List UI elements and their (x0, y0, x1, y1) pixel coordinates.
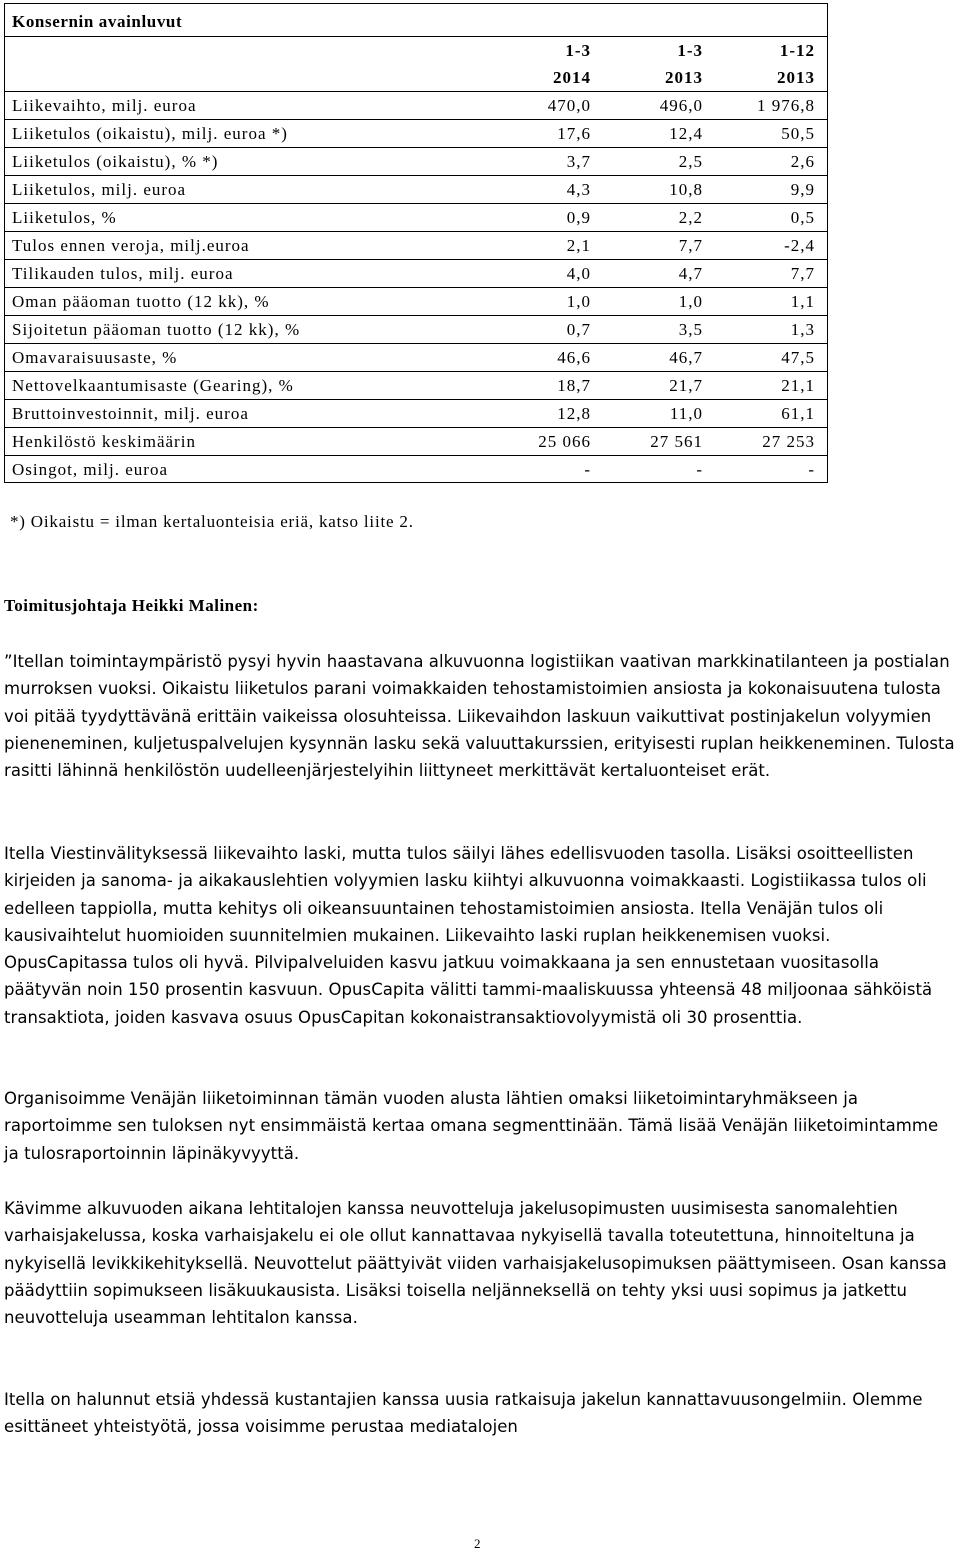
table-row (5, 147, 827, 175)
row-value-fy-2013: 9,9 (790, 180, 815, 199)
row-value-q1-2013: 7,7 (678, 236, 703, 255)
row-label: Liiketulos (oikaistu), % *) (12, 152, 219, 171)
row-value-q1-2014: 1,0 (566, 292, 591, 311)
row-value-q1-2014: 18,7 (557, 376, 591, 395)
table-row (5, 371, 827, 399)
row-value-q1-2014: 470,0 (547, 96, 591, 115)
row-value-q1-2014: 46,6 (557, 348, 591, 367)
table-row (5, 175, 827, 203)
row-label: Liiketulos, milj. euroa (12, 180, 187, 199)
table-row (5, 231, 827, 259)
table-row (5, 259, 827, 287)
row-value-q1-2013: 11,0 (669, 404, 703, 423)
row-value-q1-2014: 0,9 (566, 208, 591, 227)
row-value-fy-2013: 7,7 (790, 264, 815, 283)
row-value-q1-2013: 1,0 (678, 292, 703, 311)
row-label: Osingot, milj. euroa (12, 460, 168, 479)
table-row (5, 119, 827, 147)
key-figures-table (4, 3, 828, 483)
row-value-q1-2013: 3,5 (678, 320, 703, 339)
row-value-q1-2013: 2,2 (678, 208, 703, 227)
header-row-periods (5, 37, 827, 65)
row-value-q1-2014: 3,7 (566, 152, 591, 171)
paragraph-early-delivery: Kävimme alkuvuoden aikana lehtitalojen kanssa neuvotteluja jakelusopimusten uusimisesta sanomalehtien varhaisjakelussa, koska varhaisjakelu ei ole ollut kannattavaa nykyisellä tavalla toteutettuna, hinnoiteltuna ja nykyisellä levikkikehityksellä. Neuvottelut päättyivät viiden varhaisjakelusopimuksen päättymiseen. Osan kanssa päädyttiin sopimukseen lisäkuukausista. Lisäksi toisella neljänneksellä on tehty yksi uusi sopimus ja jatkettu neuvotteluja useamman lehtitalon kanssa. (4, 1199, 947, 1328)
row-value-fy-2013: 1,1 (790, 292, 815, 311)
table-row (5, 287, 827, 315)
row-value-q1-2014: - (584, 460, 591, 479)
ceo-review-heading: Toimitusjohtaja Heikki Malinen: (4, 596, 259, 615)
header-year-3: 2013 (777, 68, 815, 87)
table-row (5, 427, 827, 455)
paragraph-ceo-quote: ”Itellan toimintaympäristö pysyi hyvin haastavana alkuvuonna logistiikan vaativan markkinatilanteen ja postialan murroksen vuoksi. Oikaistu liiketulos parani voimakkaiden tehostamistoimien ansiosta ja kokonaisuutena tulosta voi pitää tyydyttävänä erittäin vaikeissa olosuhteissa. Liikevaihdon laskuun vaikuttivat postinjakelun volyymien pieneneminen, kuljetuspalvelujen kysynnän lasku sekä valuuttakurssien, erityisesti ruplan heikkeneminen. Tulosta rasitti lähinnä henkilöstön uudelleenjärjestelyihin liittyneet merkittävät kertaluonteiset erät. (4, 652, 955, 781)
row-label: Omavaraisuusaste, % (12, 348, 178, 367)
row-value-fy-2013: 0,5 (790, 208, 815, 227)
row-value-q1-2014: 4,0 (566, 264, 591, 283)
row-label: Tilikauden tulos, milj. euroa (12, 264, 234, 283)
row-label: Sijoitetun pääoman tuotto (12 kk), % (12, 320, 301, 339)
table-row (5, 399, 827, 427)
header-period-1: 1-3 (565, 41, 591, 60)
row-value-q1-2013: - (696, 460, 703, 479)
row-value-fy-2013: 47,5 (781, 348, 815, 367)
row-value-q1-2013: 46,7 (669, 348, 703, 367)
header-period-2: 1-3 (677, 41, 703, 60)
row-label: Liiketulos, % (12, 208, 117, 227)
row-value-fy-2013: 1,3 (790, 320, 815, 339)
row-value-q1-2013: 4,7 (678, 264, 703, 283)
row-value-q1-2014: 25 066 (538, 432, 591, 451)
row-label: Nettovelkaantumisaste (Gearing), % (12, 376, 294, 395)
row-label: Liiketulos (oikaistu), milj. euroa *) (12, 124, 288, 143)
row-value-q1-2013: 12,4 (669, 124, 703, 143)
row-value-q1-2013: 27 561 (650, 432, 703, 451)
row-value-fy-2013: 21,1 (781, 376, 815, 395)
paragraph-russia: Organisoimme Venäjän liiketoiminnan tämän vuoden alusta lähtien omaksi liiketoimintaryhmäkseen ja raportoimme sen tuloksen nyt ensimmäistä kertaa omana segmenttinään. Tämä lisää Venäjän liiketoimintamme ja tulosraportoinnin läpinäkyvyyttä. (4, 1089, 939, 1163)
header-year-2: 2013 (665, 68, 703, 87)
row-value-q1-2014: 4,3 (566, 180, 591, 199)
row-label: Bruttoinvestoinnit, milj. euroa (12, 404, 249, 423)
row-label: Tulos ennen veroja, milj.euroa (12, 236, 250, 255)
row-value-q1-2013: 2,5 (678, 152, 703, 171)
row-value-fy-2013: - (808, 460, 815, 479)
header-period-3: 1-12 (779, 41, 815, 60)
row-value-fy-2013: 50,5 (781, 124, 815, 143)
row-value-fy-2013: -2,4 (784, 236, 815, 255)
table-row (5, 455, 827, 483)
row-value-fy-2013: 2,6 (790, 152, 815, 171)
row-value-q1-2014: 12,8 (557, 404, 591, 423)
header-year-1: 2014 (553, 68, 591, 87)
row-value-fy-2013: 61,1 (781, 404, 815, 423)
row-label: Oman pääoman tuotto (12 kk), % (12, 292, 270, 311)
row-value-fy-2013: 27 253 (762, 432, 815, 451)
table-row (5, 203, 827, 231)
row-value-q1-2014: 0,7 (566, 320, 591, 339)
header-row-years (5, 64, 827, 92)
row-label: Henkilöstö keskimäärin (12, 432, 196, 451)
paragraph-segments: Itella Viestinvälityksessä liikevaihto laski, mutta tulos säilyi lähes edellisvuoden tasolla. Lisäksi osoitteellisten kirjeiden ja sanoma- ja aikakauslehtien volyymien lasku kiihtyi alkuvuonna voimakkaasti. Logistiikassa tulos oli edelleen tappiolla, mutta kehitys oli oikeansuuntainen tehostamistoimien ansiosta. Itella Venäjän tulos oli kausivaihtelut huomioiden suunnitelmien mukainen. Liikevaihto laski ruplan heikkenemisen vuoksi. OpusCapitassa tulos oli hyvä. Pilvipalveluiden kasvu jatkuu voimakkaana ja sen ennustetaan vuositasolla päätyvän noin 150 prosentin kasvuun. OpusCapita välitti tammi-maaliskuussa yhteensä 48 miljoonaa sähköistä transaktiota, joiden kasvava osuus OpusCapitan kokonaistransaktiovolyymistä oli 30 prosenttia. (4, 844, 933, 1027)
row-value-fy-2013: 1 976,8 (757, 96, 815, 115)
table-row (5, 343, 827, 371)
row-value-q1-2013: 10,8 (669, 180, 703, 199)
row-value-q1-2014: 17,6 (557, 124, 591, 143)
table-row (5, 315, 827, 343)
table-row (5, 91, 827, 119)
row-value-q1-2013: 21,7 (669, 376, 703, 395)
paragraph-publishers: Itella on halunnut etsiä yhdessä kustantajien kanssa uusia ratkaisuja jakelun kannattavuusongelmiin. Olemme esittäneet yhteistyötä, jossa voisimme perustaa mediatalojen (4, 1390, 923, 1437)
table-title: Konsernin avainluvut (12, 12, 183, 31)
table-footnote: *) Oikaistu = ilman kertaluonteisia eriä, katso liite 2. (10, 512, 414, 531)
page-number: 2 (474, 1536, 481, 1551)
row-value-q1-2014: 2,1 (566, 236, 591, 255)
row-value-q1-2013: 496,0 (659, 96, 703, 115)
row-label: Liikevaihto, milj. euroa (12, 96, 197, 115)
